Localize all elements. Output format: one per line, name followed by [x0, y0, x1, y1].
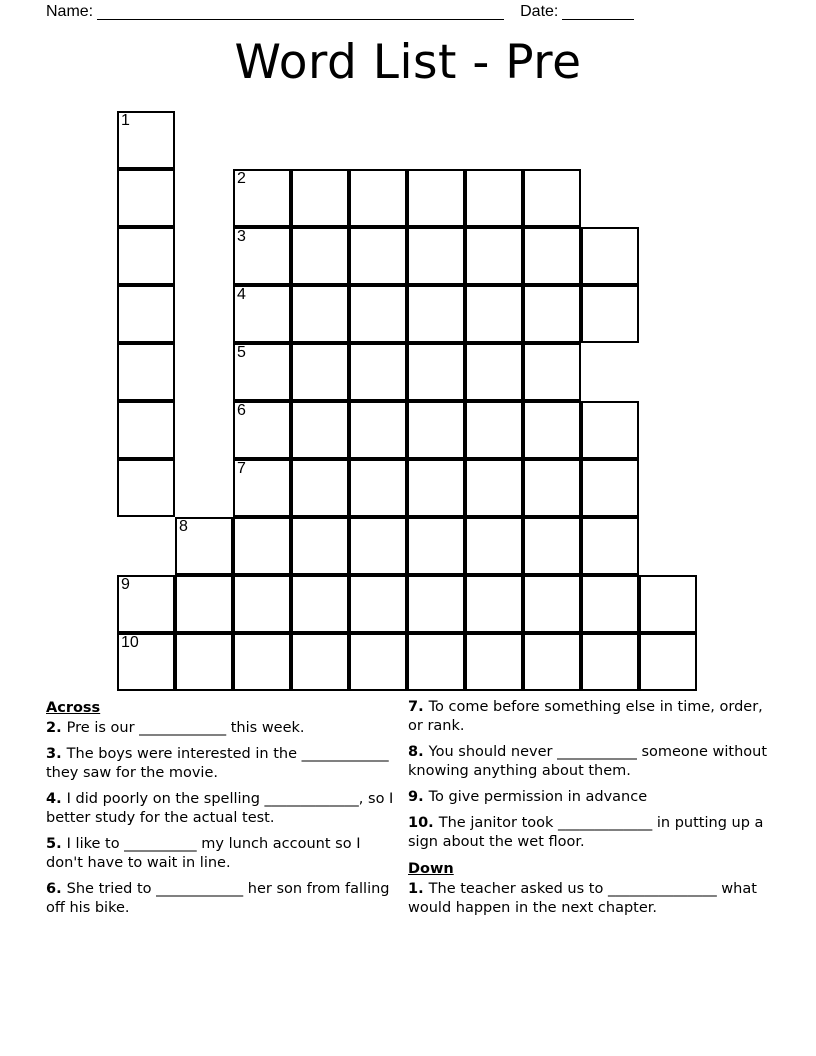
crossword-cell[interactable]: [291, 285, 349, 343]
crossword-cell[interactable]: [233, 169, 291, 227]
crossword-cell[interactable]: [465, 633, 523, 691]
clue-text: I like to __________ my lunch account so I don't have to wait in line.: [46, 836, 361, 871]
across-clue-list-right: [408, 698, 770, 852]
clue-item: [46, 790, 398, 828]
crossword-cell[interactable]: [291, 633, 349, 691]
clue-item: [46, 835, 398, 873]
crossword-cell[interactable]: [407, 285, 465, 343]
crossword-cell[interactable]: [233, 285, 291, 343]
crossword-cell[interactable]: [175, 517, 233, 575]
crossword-cell[interactable]: [175, 575, 233, 633]
crossword-cell[interactable]: [291, 575, 349, 633]
crossword-cell[interactable]: [581, 517, 639, 575]
clue-item: [408, 698, 770, 736]
crossword-cell[interactable]: [465, 575, 523, 633]
crossword-cell[interactable]: [233, 227, 291, 285]
cell-number: 3: [237, 228, 246, 245]
crossword-cell[interactable]: [349, 343, 407, 401]
name-field-group: [46, 2, 504, 22]
clue-item: [408, 743, 770, 781]
clue-item: [46, 745, 398, 783]
across-clue-list-left: [46, 719, 398, 918]
crossword-cell[interactable]: [581, 459, 639, 517]
crossword-cell[interactable]: [465, 169, 523, 227]
crossword-cell[interactable]: [581, 633, 639, 691]
crossword-cell[interactable]: [117, 401, 175, 459]
clue-text: She tried to ____________ her son from falling off his bike.: [46, 881, 390, 916]
crossword-cell[interactable]: [407, 633, 465, 691]
clue-number: 2.: [46, 720, 67, 736]
clue-number: 8.: [408, 744, 429, 760]
crossword-cell[interactable]: [349, 285, 407, 343]
clue-text: The boys were interested in the ____________ they saw for the movie.: [46, 746, 389, 781]
crossword-cell[interactable]: [291, 343, 349, 401]
clue-number: 1.: [408, 881, 429, 897]
clue-text: You should never ___________ someone without knowing anything about them.: [408, 744, 768, 779]
crossword-cell[interactable]: [465, 517, 523, 575]
crossword-cell[interactable]: [117, 111, 175, 169]
clues-section: [0, 698, 816, 958]
across-heading: Across: [46, 700, 101, 716]
crossword-cell[interactable]: [233, 401, 291, 459]
crossword-cell[interactable]: [523, 401, 581, 459]
crossword-cell[interactable]: [465, 285, 523, 343]
crossword-cell[interactable]: [465, 459, 523, 517]
crossword-cell[interactable]: [523, 633, 581, 691]
clue-text: The teacher asked us to _______________ what would happen in the next chapter.: [408, 881, 757, 916]
crossword-cell[interactable]: [523, 169, 581, 227]
cell-number: 2: [237, 170, 246, 187]
crossword-cell[interactable]: [639, 575, 697, 633]
cell-number: 7: [237, 460, 246, 477]
clue-item: [46, 719, 398, 738]
crossword-cell[interactable]: [175, 633, 233, 691]
crossword-cell[interactable]: [117, 285, 175, 343]
crossword-cell[interactable]: [117, 169, 175, 227]
crossword-cell[interactable]: [233, 343, 291, 401]
crossword-cell[interactable]: [349, 633, 407, 691]
crossword-cell[interactable]: [407, 227, 465, 285]
crossword-cell[interactable]: [291, 517, 349, 575]
clue-item: [46, 880, 398, 918]
clue-number: 7.: [408, 699, 429, 715]
clue-text: To come before something else in time, order, or rank.: [408, 699, 763, 734]
cell-number: 1: [121, 112, 130, 129]
cell-number: 4: [237, 286, 246, 303]
crossword-cell[interactable]: [117, 633, 175, 691]
crossword-cell[interactable]: [407, 575, 465, 633]
crossword-cell[interactable]: [233, 575, 291, 633]
crossword-cell[interactable]: [523, 575, 581, 633]
clue-number: 4.: [46, 791, 67, 807]
clue-number: 10.: [408, 815, 439, 831]
crossword-cell[interactable]: [349, 517, 407, 575]
down-clue-list: [408, 880, 770, 918]
date-field-group: [520, 2, 634, 22]
date-write-line[interactable]: [562, 2, 634, 20]
crossword-cell[interactable]: [117, 227, 175, 285]
clue-item: [408, 880, 770, 918]
crossword-cell[interactable]: [581, 227, 639, 285]
clue-number: 9.: [408, 789, 429, 805]
cell-number: 8: [179, 518, 188, 535]
crossword-cell[interactable]: [349, 169, 407, 227]
crossword-cell[interactable]: [349, 227, 407, 285]
crossword-cell[interactable]: [523, 227, 581, 285]
crossword-cell[interactable]: [581, 575, 639, 633]
crossword-cell[interactable]: [465, 343, 523, 401]
crossword-cell[interactable]: [117, 459, 175, 517]
clue-text: The janitor took _____________ in putting up a sign about the wet floor.: [408, 815, 764, 850]
clue-number: 3.: [46, 746, 67, 762]
clue-item: [408, 788, 770, 807]
clues-column-left: [46, 698, 398, 925]
clue-number: 5.: [46, 836, 67, 852]
crossword-cell[interactable]: [407, 169, 465, 227]
crossword-cell[interactable]: [407, 459, 465, 517]
clue-text: I did poorly on the spelling _____________, so I better study for the actual test.: [46, 791, 394, 826]
cell-number: 6: [237, 402, 246, 419]
crossword-cell[interactable]: [407, 517, 465, 575]
crossword-cell[interactable]: [117, 575, 175, 633]
crossword-cell[interactable]: [233, 459, 291, 517]
crossword-cell[interactable]: [233, 517, 291, 575]
down-heading: Down: [408, 861, 454, 877]
cell-number: 9: [121, 576, 130, 593]
crossword-cell[interactable]: [291, 227, 349, 285]
date-label: Date:: [520, 3, 559, 20]
name-label: Name:: [46, 3, 94, 20]
crossword-cell[interactable]: [291, 401, 349, 459]
clue-item: [408, 814, 770, 852]
clue-text: To give permission in advance: [428, 789, 648, 805]
crossword-cell[interactable]: [407, 343, 465, 401]
crossword-cell[interactable]: [465, 227, 523, 285]
crossword-cell[interactable]: [407, 401, 465, 459]
crossword-cell[interactable]: [349, 459, 407, 517]
crossword-cell[interactable]: [581, 401, 639, 459]
crossword-cell[interactable]: [523, 459, 581, 517]
crossword-cell[interactable]: [117, 343, 175, 401]
crossword-cell[interactable]: [291, 459, 349, 517]
cell-number: 10: [121, 634, 139, 651]
name-date-header: [0, 0, 816, 30]
clues-column-right: [408, 698, 770, 925]
clue-text: Pre is our ____________ this week.: [66, 720, 305, 736]
crossword-cell[interactable]: [523, 285, 581, 343]
crossword-cell[interactable]: [233, 633, 291, 691]
crossword-cell[interactable]: [349, 401, 407, 459]
crossword-cell[interactable]: [523, 343, 581, 401]
page-title: Word List - Pre: [234, 35, 582, 90]
crossword-cell[interactable]: [465, 401, 523, 459]
clue-number: 6.: [46, 881, 67, 897]
name-write-line[interactable]: [97, 2, 504, 20]
crossword-cell[interactable]: [523, 517, 581, 575]
crossword-cell[interactable]: [639, 633, 697, 691]
crossword-cell[interactable]: [291, 169, 349, 227]
crossword-grid[interactable]: [117, 111, 717, 701]
crossword-cell[interactable]: [581, 285, 639, 343]
crossword-cell[interactable]: [349, 575, 407, 633]
cell-number: 5: [237, 344, 246, 361]
